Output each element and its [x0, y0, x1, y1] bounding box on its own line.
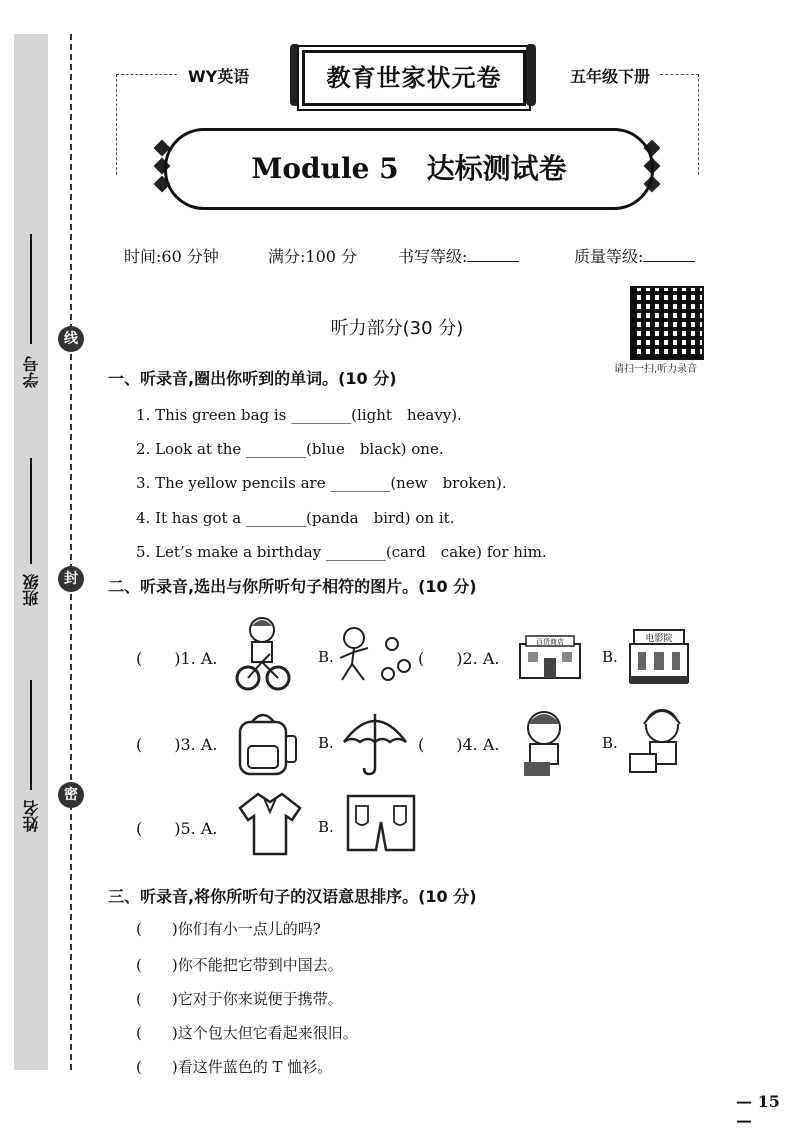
- student-id-label: 学号: [21, 356, 41, 388]
- time-limit: 时间:60 分钟: [124, 247, 219, 266]
- section-1-item: 2. Look at the ________(blue black) one.: [136, 440, 444, 458]
- option-b-label: B.: [602, 734, 618, 752]
- backpack-picture: [230, 706, 300, 776]
- section-3-item: ( )它对于你来说便于携带。: [136, 990, 343, 1008]
- series-title: 教育世家状元卷: [302, 50, 526, 106]
- boy-running-picture: [332, 624, 422, 684]
- question-number: ( )1. A.: [136, 649, 218, 668]
- header-frame-right: [660, 74, 699, 175]
- page-title: Module 5 达标测试卷: [164, 128, 654, 210]
- section-3-item: ( )这个包大但它看起来很旧。: [136, 1024, 358, 1042]
- qr-caption: 请扫一扫,听力录音: [614, 364, 698, 375]
- scroll-end-right: [526, 44, 536, 106]
- seal-secret: 密: [58, 782, 84, 808]
- crying-girl-picture: [516, 706, 572, 778]
- option-b-label: B.: [318, 648, 334, 666]
- cinema-sign: 电影院: [645, 634, 673, 644]
- umbrella-picture: [340, 706, 410, 776]
- section-3-title: 三、听录音,将你所听句子的汉语意思排序。(10 分): [108, 887, 477, 906]
- section-3-item: ( )看这件蓝色的 T 恤衫。: [136, 1058, 333, 1076]
- question-number: ( )3. A.: [136, 735, 218, 754]
- girl-with-bag-picture: [626, 704, 688, 776]
- section-2-title: 二、听录音,选出与你所听句子相符的图片。(10 分): [108, 577, 477, 596]
- boy-cycling-picture: [234, 614, 292, 692]
- qr-code-icon[interactable]: [630, 286, 704, 360]
- page-number: — 15 —: [736, 1092, 780, 1130]
- option-b-label: B.: [318, 818, 334, 836]
- name-label: 姓名: [21, 800, 41, 832]
- name-line: [30, 680, 32, 790]
- section-1-item: 5. Let’s make a birthday ________(card cake) for him.: [136, 543, 547, 561]
- department-store-picture: [518, 634, 582, 680]
- listening-part-title: 听力部分(30 分): [330, 318, 464, 339]
- cinema-picture: [626, 626, 692, 686]
- section-1-item: 3. The yellow pencils are ________(new broken).: [136, 474, 507, 492]
- grade-tag: 五年级下册: [570, 67, 651, 86]
- section-1-item: 1. This green bag is ________(light heavy).: [136, 406, 462, 424]
- section-3-item: ( )你们有小一点儿的吗?: [136, 920, 321, 938]
- option-b-label: B.: [602, 648, 618, 666]
- shorts-picture: [344, 792, 418, 856]
- question-number: ( )2. A.: [418, 649, 500, 668]
- section-3-item: ( )你不能把它带到中国去。: [136, 956, 343, 974]
- cut-line: [70, 34, 72, 1070]
- writing-grade: 书写等级:: [398, 244, 519, 267]
- class-label: 班级: [21, 574, 41, 606]
- question-number: ( )5. A.: [136, 819, 218, 838]
- subject-tag: WY英语: [188, 67, 250, 86]
- scroll-end-left: [290, 44, 300, 106]
- section-1-item: 4. It has got a ________(panda bird) on it.: [136, 509, 455, 527]
- option-b-label: B.: [318, 734, 334, 752]
- seal-line: 线: [58, 326, 84, 352]
- class-line: [30, 458, 32, 564]
- t-shirt-picture: [238, 790, 302, 858]
- question-number: ( )4. A.: [418, 735, 500, 754]
- store-sign: 百货商店: [536, 638, 564, 646]
- quality-grade: 质量等级:: [574, 244, 695, 267]
- seal-seal: 封: [58, 566, 84, 592]
- section-1-title: 一、听录音,圈出你听到的单词。(10 分): [108, 369, 397, 388]
- full-score: 满分:100 分: [268, 247, 358, 266]
